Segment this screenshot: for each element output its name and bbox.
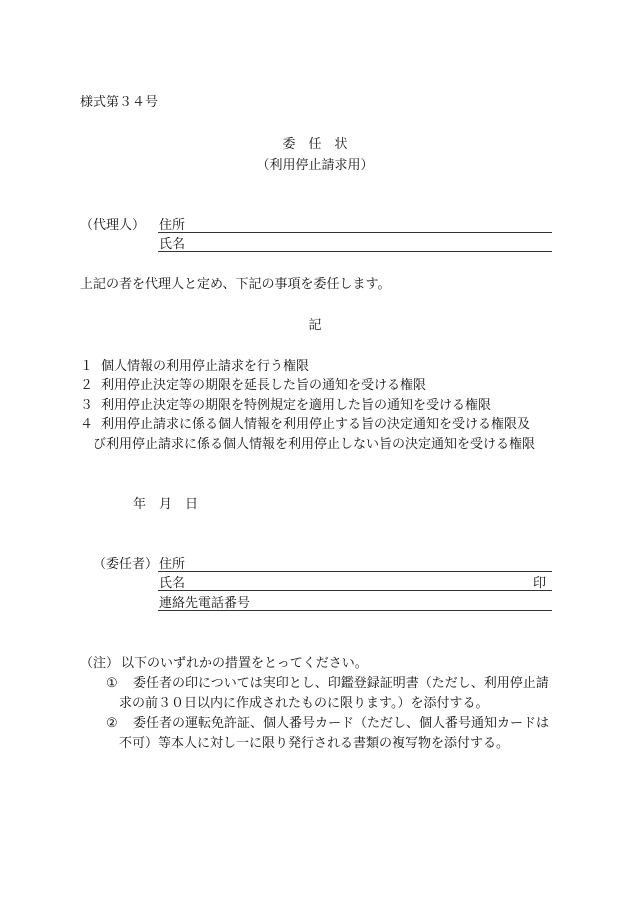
note-item-number: ② bbox=[106, 716, 118, 731]
list-item: 利用停止決定等の期限を延長した旨の通知を受ける権限 bbox=[101, 378, 427, 393]
agent-label: （代理人） bbox=[80, 218, 146, 233]
principal-label: （委任者） bbox=[93, 557, 159, 572]
principal-phone-label: 連絡先電話番号 bbox=[159, 596, 251, 611]
note-item-number: ① bbox=[106, 676, 118, 691]
note-item-line: 求の前３０日以内に作成されたものに限ります。）を添付する。 bbox=[119, 696, 489, 711]
principal-phone-line bbox=[158, 610, 552, 611]
note-item-line: 委任者の運転免許証、個人番号カード（ただし、個人番号通知カードは bbox=[133, 716, 550, 731]
principal-address-label: 住所 bbox=[159, 557, 186, 572]
agent-address-label: 住所 bbox=[159, 218, 186, 233]
intro-text: 上記の者を代理人と定め、下記の事項を委任します。 bbox=[80, 277, 391, 292]
seal-mark: 印 bbox=[533, 576, 547, 591]
document-title: 委 任 状 bbox=[282, 137, 348, 152]
ki-heading: 記 bbox=[308, 318, 322, 333]
list-item-continuation: び利用停止請求に係る個人情報を利用停止しない旨の決定通知を受ける権限 bbox=[93, 437, 536, 452]
list-item-number: １ bbox=[80, 359, 94, 374]
date-month: 月 bbox=[159, 497, 173, 512]
principal-address-line bbox=[158, 571, 552, 572]
list-item: 利用停止請求に係る個人情報を利用停止する旨の決定通知を受ける権限及 bbox=[101, 417, 531, 432]
agent-name-label: 氏名 bbox=[159, 237, 186, 252]
note-item-line: 委任者の印については実印とし、印鑑登録証明書（ただし、利用停止請 bbox=[133, 676, 549, 691]
list-item: 個人情報の利用停止請求を行う権限 bbox=[101, 359, 310, 374]
agent-name-line bbox=[158, 251, 552, 252]
date-year: 年 bbox=[133, 497, 147, 512]
principal-name-line bbox=[158, 590, 552, 591]
note-label: （注） bbox=[80, 656, 120, 671]
form-number: 様式第３４号 bbox=[80, 95, 159, 110]
date-day: 日 bbox=[185, 497, 199, 512]
document-subtitle: （利用停止請求用） bbox=[256, 158, 374, 173]
agent-address-line bbox=[158, 232, 552, 233]
list-item-number: ４ bbox=[80, 417, 94, 432]
list-item: 利用停止決定等の期限を特例規定を適用した旨の通知を受ける権限 bbox=[101, 398, 492, 413]
list-item-number: ３ bbox=[80, 398, 94, 413]
note-text: 以下のいずれかの措置をとってください。 bbox=[121, 656, 368, 671]
principal-name-label: 氏名 bbox=[159, 576, 186, 591]
note-item-line: 不可）等本人に対し一に限り発行される書類の複写物を添付する。 bbox=[119, 736, 510, 751]
list-item-number: ２ bbox=[80, 378, 94, 393]
